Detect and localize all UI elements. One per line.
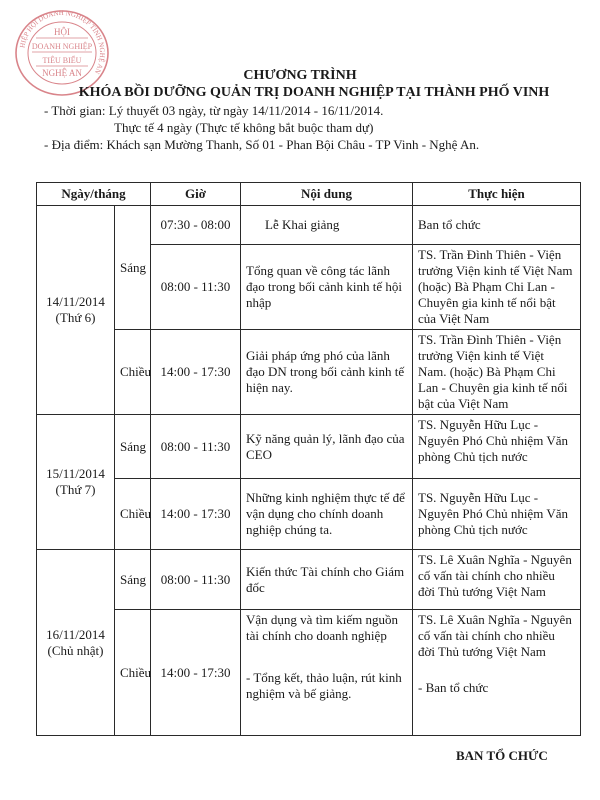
- day-cell: [37, 415, 115, 550]
- content-line: - Tổng kết, thảo luận, rút kinh nghiệm và bế giảng.: [246, 670, 402, 701]
- table-row: [37, 610, 581, 736]
- content-line: Vận dụng và tìm kiếm nguồn tài chính cho doanh nghiệp: [246, 612, 399, 643]
- header-time: Giờ: [151, 183, 241, 206]
- day-date: 15/11/2014: [46, 466, 105, 481]
- session-cell: Sáng: [115, 206, 151, 330]
- performer-line: TS. Lê Xuân Nghĩa - Nguyên cố vấn tài chính cho nhiều đời Thủ tướng Việt Nam: [418, 612, 572, 659]
- seal-line-3: TIÊU BIỂU: [42, 56, 82, 65]
- header-day: Ngày/tháng: [37, 183, 151, 206]
- time-cell: 08:00 - 11:30: [151, 415, 241, 479]
- day-weekday: (Chủ nhật): [47, 642, 104, 658]
- performer-cell: TS. Lê Xuân Nghĩa - Nguyên cố vấn tài chính cho nhiều đời Thủ tướng Việt Nam: [413, 550, 581, 610]
- content-cell: Giải pháp ứng phó của lãnh đạo DN trong bối cảnh kinh tế hiện nay.: [241, 330, 413, 415]
- performer-cell: [413, 610, 581, 736]
- performer-cell: Ban tổ chức: [413, 206, 581, 245]
- table-header-row: [37, 183, 581, 206]
- content-cell: Lễ Khai giảng: [241, 206, 413, 245]
- content-cell: Kỹ năng quản lý, lãnh đạo của CEO: [241, 415, 413, 479]
- content-cell: Kiến thức Tài chính cho Giám đốc: [241, 550, 413, 610]
- time-cell: 08:00 - 11:30: [151, 550, 241, 610]
- content-cell: [241, 610, 413, 736]
- day-date: 16/11/2014: [46, 626, 105, 642]
- performer-line: - Ban tổ chức: [418, 680, 489, 695]
- table-row: [37, 415, 581, 479]
- performer-cell: TS. Trần Đình Thiên - Viện trưởng Viện kinh tế Việt Nam. (hoặc) Bà Phạm Chi Lan - Chuyên gia kinh tế nổi bật của Việt Nam: [413, 330, 581, 415]
- time-info: - Thời gian: Lý thuyết 03 ngày, từ ngày 14/11/2014 - 16/11/2014.: [44, 103, 384, 118]
- practice-info: Thực tế 4 ngày (Thực tế không bắt buộc tham dự): [114, 120, 374, 135]
- signature-block: BAN TỔ CHỨC: [456, 748, 548, 763]
- table-row: [37, 550, 581, 610]
- table-row: [37, 206, 581, 245]
- seal-line-2: DOANH NGHIỆP: [31, 42, 93, 51]
- day-weekday: (Thứ 6): [55, 310, 96, 325]
- schedule-table: [36, 182, 581, 736]
- document-title: CHƯƠNG TRÌNH: [243, 68, 357, 83]
- time-cell: 14:00 - 17:30: [151, 479, 241, 550]
- session-cell: Chiều: [115, 610, 151, 736]
- session-cell: Chiều: [115, 330, 151, 415]
- table-row: [37, 479, 581, 550]
- session-cell: Sáng: [115, 550, 151, 610]
- seal-ring-text: HIỆP HỘI DOANH NGHIỆP TỈNH NGHỆ AN: [18, 8, 107, 76]
- session-cell: Sáng: [115, 415, 151, 479]
- time-cell: 07:30 - 08:00: [151, 206, 241, 245]
- day-cell: [37, 206, 115, 415]
- table-row: [37, 330, 581, 415]
- time-cell: 08:00 - 11:30: [151, 245, 241, 330]
- time-cell: 14:00 - 17:30: [151, 610, 241, 736]
- header-performer: Thực hiện: [413, 183, 581, 206]
- day-weekday: (Thứ 7): [55, 482, 96, 497]
- day-cell: [37, 550, 115, 736]
- document-subtitle: KHÓA BỒI DƯỠNG QUẢN TRỊ DOANH NGHIỆP TẠI THÀNH PHỐ VINH: [78, 85, 550, 100]
- header-content: Nội dung: [241, 183, 413, 206]
- session-cell: Chiều: [115, 479, 151, 550]
- seal-line-1: HỘI: [54, 27, 70, 37]
- content-cell: Tổng quan về công tác lãnh đạo trong bối cảnh kinh tế hội nhập: [241, 245, 413, 330]
- time-cell: 14:00 - 17:30: [151, 330, 241, 415]
- location-info: - Địa điểm: Khách sạn Mường Thanh, Số 01 - Phan Bội Châu - TP Vinh - Nghệ An.: [44, 137, 480, 152]
- performer-cell: TS. Trần Đình Thiên - Viện trưởng Viện kinh tế Việt Nam (hoặc) Bà Phạm Chi Lan - Chuyên gia kinh tế nổi bật của Việt Nam: [413, 245, 581, 330]
- performer-cell: TS. Nguyễn Hữu Lục - Nguyên Phó Chủ nhiệm Văn phòng Chủ tịch nước: [413, 415, 581, 479]
- day-date: 14/11/2014: [46, 294, 105, 309]
- performer-cell: TS. Nguyễn Hữu Lục - Nguyên Phó Chủ nhiệm Văn phòng Chủ tịch nước: [413, 479, 581, 550]
- content-cell: Những kinh nghiệm thực tế để vận dụng cho chính doanh nghiệp chúng ta.: [241, 479, 413, 550]
- seal-line-4: NGHỆ AN: [42, 68, 82, 78]
